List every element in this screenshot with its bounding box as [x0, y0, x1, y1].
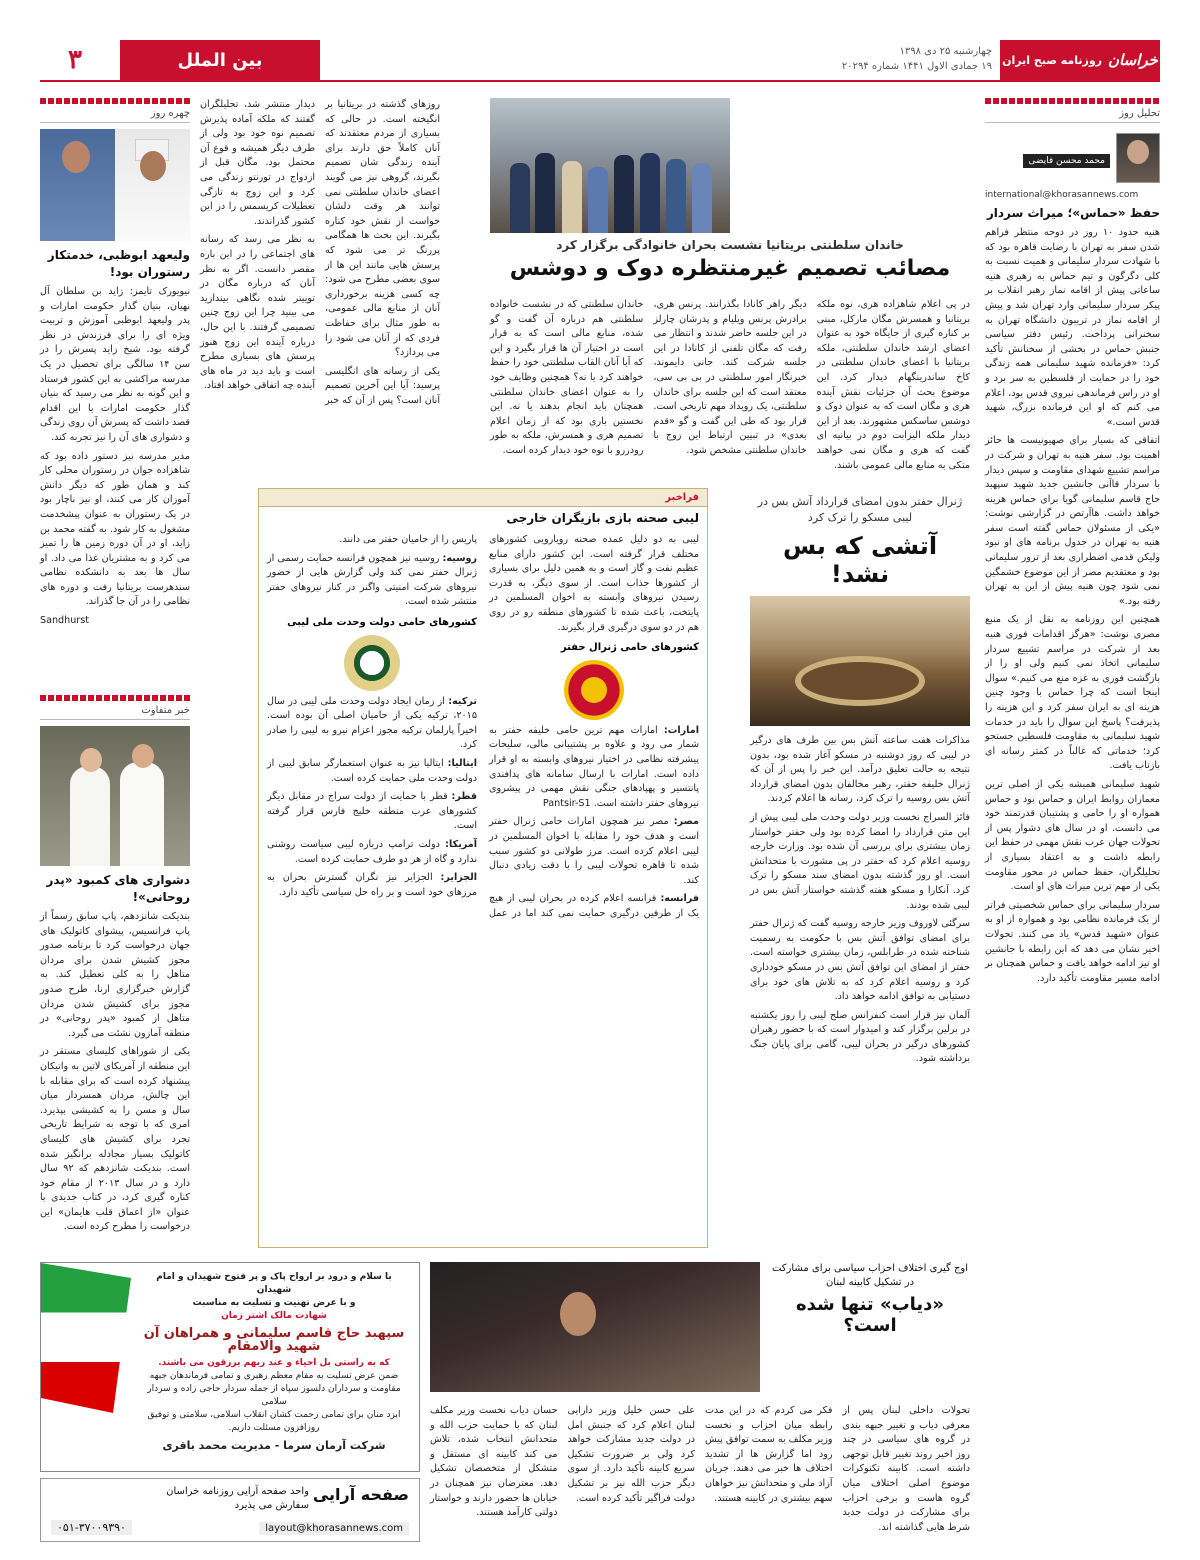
paragraph: یکی از رسانه های انگلیسی پرسید: آیا این آخرین تصمیم آنان است؟ پس از آن که خبر دیدار منتشر شد، تحلیلگران گفتند که ملکه آماده پذیرش تصمیم نوه خود بود ولی از طرف دیگر همیشه و قوع آن محتمل بود. مگان قبل از ازدواج در تورنتو زندگی می کرد و این زوج به تازگی تعطیلات کریسمس را در این کشور گذراندند.: [200, 99, 440, 406]
lead-headline: مصائب تصمیم غیرمنتظره دوک و دوشس: [509, 256, 951, 281]
analysis-title: حفظ «حماس»؛ میراث سردار: [986, 206, 1160, 220]
country-label: الجزایر:: [440, 872, 477, 884]
paragraph: روزهای گذشته در بریتانیا بر انگیخته است. در حالی که بسیاری از مردم معتقدند که آنان کاملاً حق دارند برای آینده زندگی شان تصمیم بگیرند، گروهی نیز می گویند اعضای خاندان سلطنتی نمی توانند هر وقت دلشان خواست از نقش خود کناره بگیرند. این بحث ها همگامی پررنگ تر می شود که پرسش هایی مانند این ها از سوی بعضی مطرح می شود: چه کسی هزینه برخورداری آنان از منابع مالی عمومی، به طور مثال برای حفاظت فردی که از آنان می شود را می پردازد؟: [325, 99, 440, 359]
paragraph: همچنین این روزنامه به نقل از یک منبع مصری نوشت: «هرگز اقدامات فوری هنیه بعد از شرکت در مراسم تشییع سردار سلیمانی اتخاذ نمی کنیم ولی او را از بازگشت فوری به غزه منع می کنیم.» سوال اینجا است که چرا حماس با وجود چنین هزینه ای به ایران سفر کرد و این هزینه را پذیرفت؟ پاسخ این سوال را باید در خدمات شهید سلیمانی به مقاومت فلسطین جستجو کرد؛ خدماتی که غالباً در کمتر رسانه ای بازتاب یافت.: [985, 614, 1160, 772]
libya-kicker: ژنرال حفتر بدون امضای قرارداد آتش بس در لیبی مسکو را ترک کرد: [757, 495, 963, 524]
crown-prince-title: ولیعهد ابوظبی، خدمتکار رستوران بود!: [47, 248, 190, 279]
pantsir-label: Pantsir-S1: [542, 797, 591, 809]
sandhurst-label: Sandhurst: [40, 615, 90, 627]
section-bar: [985, 98, 1160, 104]
ad-line: شهادت مالک اشتر زمان: [221, 1311, 327, 1321]
moscow-talks-photo: [750, 596, 970, 726]
priest-shortage-body: [40, 910, 191, 1233]
sidebar-title: لیبی صحنه بازی بازیگران خارجی: [506, 511, 699, 525]
ad-line: با سلام و درود بر ارواح پاک و پر فتوح شهیدان و امام شهیدان: [156, 1272, 392, 1295]
paragraph: لیبی به دو دلیل عمده صحنه رویارویی کشورهای مختلف قرار گرفته است. این کشور دارای منابع عظیم نفت و گاز است و به همین دلیل برای بسیاری از کشورها جذاب است. از سوی دیگر، به قدرت رسیدن نیروهای وابسته به اخوان المسلمین در پایتخت، باعث شده تا کشورهای منطقه رو در روی هم در دو سوی درگیری قرار بگیرند.: [489, 534, 699, 633]
royal-family-photo: [490, 98, 730, 233]
paragraph: آلمان نیز قرار است کنفرانس صلح لیبی را روز یکشنبه در برلین برگزار کند و امیدوار است که با حضور رهبران کشورهای درگیر در بحران لیبی، گامی برای پایان جنگ برداشته شود.: [750, 1009, 970, 1065]
paragraph: روسیه نیز همچون فرانسه حمایت رسمی از ژنرال حفتر نمی کند ولی گزارش هایی از حضور نیروهای شرکت امنیتی واگنر در کنار نیروهای حفتر منتشر شده است.: [267, 552, 477, 608]
paragraph: مدیر مدرسه نیز دستور داده بود که شاهزاده جوان در رستوران محلی کار کند و همان طور که دیگر دانش آموزان کار می کنند، او نیز ناچار بود در یک رستوران به عنوان پیشخدمت مشغول به کار شود. به گفته محمد بن زاید، او در آن دوره زمین ها را تمیز می کرد و به مشتریان غذا می داد. او سال ها بعد به دانشکده نظامی سندهرست بریتانیا رفت و دوره های نظامی را در آن جا گذراند.: [40, 450, 190, 608]
libya-story: [750, 488, 970, 1248]
country-label: مصر:: [673, 816, 699, 828]
face-of-day-label: چهره روز: [40, 108, 190, 123]
paragraph: قطر با حمایت از دولت سراج در مقابل دیگر کشورهای عرب منطقه خلیج فارس قرار گرفته است.: [267, 791, 477, 832]
paragraph: اتفاقی که بسیار برای صهیونیست ها حائز اهمیت بود. سفر هنیه به تهران و شرکت در مراسم تشییع شهدای مقاومت و سپس دیدار با سردار قاآنی جانشین جدید شهید سپهبد حاج قاسم سلیمانی گویا برای حماس هزینه خواهد داشت. هاآرتص در گزارشی نوشت: «یکی از مسئولان حماس گفته است سفر هنیه به تهران در جدول برنامه های او نبود ولیکن قدمی اضطراری بعد از ترور سلیمانی بود و معتقدیم مصر از این موضوع خشمگین نمی شود چون هنیه پیش از این به تهران رفته بود.»: [985, 435, 1160, 607]
paragraph: یکی از شوراهای کلیسای مستقر در این منطقه از آمریکای لاتین به واتیکان پیشنهاد کرده است که برای مقابله با این چالش، مردان همسردار میان سال و مسن را به کشیشی بپذیرد. امری که با توجه به شرایط تاریخی تجرد برای کشیش های کلیسای کاتولیک بسیار مجادله برانگیز شده است. بندیکت شانزدهم که ۹۲ سال دارد و در سال ۲۰۱۳ از مقام خود کناره گیری کرد، در کتاب جدیدی با عنوان «از اعماق قلب هایمان» این درخواست را مطرح کرده است.: [40, 1046, 191, 1233]
iran-flag-icon: [41, 1263, 131, 1413]
country-label: ایتالیا:: [447, 757, 477, 769]
popes-photo: [40, 726, 190, 866]
issue-date: [842, 44, 992, 74]
diab-photo: [430, 1262, 760, 1392]
subheading: کشورهای حامی ژنرال حفتر: [560, 642, 699, 654]
priest-shortage-title: دشواری های کمبود «پدر روحانی»!: [46, 873, 190, 904]
paragraph: خاندان سلطنتی که در نشست خانواده سلطنتی هم درباره آن گفت و گو شده، منابع مالی است که به قرار است در اختیار آن ها قرار بگیرد و این که آیا آنان القاب سلطنتی خود را حفظ خواهند کرد یا نه؟ همچنین وظایف خود را به عنوان اعضای خاندان سلطنتی همچنان باید انجام بدهند یا نه. این نخستین باری بود که از زمان اعلام تصمیم هری و همسرش، ملکه به طور رودررو با نوه خود دیدار کرده است.: [490, 299, 644, 456]
paragraph: فرانسه اعلام کرده در بحران لیبی از هیچ یک از طرفین درگیری حمایت نمی کند اما در عمل پاریس را از حامیان حفتر می دانند.: [339, 534, 699, 919]
paragraph: مذاکرات هفت ساعته آتش بس بین طرف های درگیر در لیبی که روز دوشنبه در مسکو آغاز شده بود، بدون نتیجه به حالت تعلیق درآمد. این خبر را پس از آن که ژنرال خلیفه حفتر، رهبر مخالفان بدون امضای قرارداد آتش بس روسیه را ترک کرد، رسانه ها اعلام کردند.: [750, 735, 970, 805]
lebanon-headline: «دیاب» تنها شده است؟: [795, 1294, 945, 1336]
lead-body: [490, 298, 970, 488]
ad-line: و با عرض تهنیت و تسلیت به مناسبت: [192, 1298, 356, 1308]
paragraph: ایتالیا نیز به عنوان استعمارگر سابق لیبی از دولت وحدت ملی حمایت کرده است.: [267, 757, 477, 784]
ad-company: شرکت آرمان سرما - مدیریت محمد باقری: [162, 1439, 386, 1452]
country-label: امارات:: [663, 724, 699, 736]
libya-headline: آتشی که بس نشد!: [782, 532, 938, 588]
country-label: ترکیه:: [448, 695, 477, 707]
ad-line: ایزد منان برای تمامی زحمت کشان انقلاب اسلامی، سلامتی و توفیق روزافزون مسئلت داریم.: [147, 1410, 401, 1433]
paragraph: تحولات داخلی لبنان پس از معرفی دیاب و تغییر جبهه بندی در گروه های سیاسی در چند روز اخیر روند تغییر قابل توجهی داشته است. کابینه تکنوکرات موضوع اصلی اختلاف میان گروه هاست و برخی احزاب برای مشارکت در دولت جدید شرط هایی گذاشته اند.: [842, 1405, 970, 1533]
paragraph: علی حسن خلیل وزیر دارایی لبنان اعلام کرد که جنبش امل در دولت جدید مشارکت خواهد کرد ولی بر ضرورت تشکیل سریع کابینه تأکید دارد. از سوی دیگر حزب الله نیز بر تشکیل دولت فراگیر تأکید کرده است.: [567, 1405, 695, 1504]
layout-sub-line: سفارش می پذیرد: [234, 1500, 309, 1511]
analysis-body: [985, 226, 1160, 1416]
country-label: قطر:: [451, 791, 477, 803]
layout-subtitle: [166, 1485, 309, 1513]
libya-sidebar: [258, 488, 708, 1248]
libya-body: [750, 734, 970, 1234]
paragraph: مصر نیز همچون امارات حامی ژنرال حفتر است و هدف خود را مقابله با اخوان المسلمین در لیبی اعلام کرده است. مرز طولانی دو کشور سبب شده تا قاهره تحولات لیبی را با دقت زیادی دنبال کند.: [489, 816, 699, 886]
odd-news-label: خبر متفاوت: [40, 705, 190, 720]
paragraph: در پی اعلام شاهزاده هری، نوه ملکه بریتانیا و همسرش مگان مارکل، مبنی بر کناره گیری از جایگاه خود به عنوان اعضای ارشد خاندان سلطنتی، ملکه بریتانیا با اعضای خاندان سلطنتی در کاخ ساندرینگهام دیدار کرد. این موضوع بحث آن جزئیات نقش آینده هری و مگان است که به عنوان دوک و دوشس ساسکس مشهورند. بعد از این دیدار ملکه الیزابت دوم در بیانیه ای گفت که هری و مگان نمی خواهند متکی به منابع مالی عمومی باشند.: [816, 299, 970, 471]
lead-kicker: خاندان سلطنتی بریتانیا نشست بحران خانوادگی برگزار کرد: [556, 238, 904, 252]
masthead: [40, 40, 1160, 82]
lead-continued-body: [200, 98, 440, 478]
left-column: [40, 98, 191, 1233]
crown-prince-photo: [40, 129, 190, 241]
sidebar-body: [267, 533, 699, 1241]
paragraph: نیویورک تایمز: زاید بن سلطان آل نهیان، بنیان گذار حکومت امارات و پدر ولیعهد ابوظبی آموزش و تربیت ویژه ای را برای فرزندش در نظر گرفته بود. شیخ زاید پسرش را در سن ۱۴ سالگی برای تحصیل در یک مدرسه مراکشی به این کشور فرستاد و این گونه به نظر می رسید که بنیان گذار حکومت امارات با این اقدام قصد داشت که پسرش آن روی زندگی و دشواری های آن را نیز تجربه کند.: [40, 286, 190, 443]
brand-logo: [1000, 40, 1160, 80]
section-bar: [40, 98, 190, 104]
section-bar: [40, 695, 190, 701]
sidebar-header: فراخبر: [259, 489, 707, 507]
country-label: آمریکا:: [445, 838, 477, 850]
layout-service-ad: [40, 1478, 420, 1542]
analysis-section-label: تحلیل روز: [985, 108, 1160, 123]
layout-sub-line: واحد صفحه آرایی روزنامه خراسان: [166, 1486, 309, 1497]
ad-line: که به راستی بل احیاء و عند ربهم یرزقون می باشند.: [158, 1358, 390, 1368]
crown-prince-body: [40, 285, 190, 685]
paragraph: شهید سلیمانی همیشه یکی از اصلی ترین معماران روابط ایران و حماس بود و حماس همواره او را حامی و پشتیبان قدرتمند خود می دانست. او در سال های دشوار پس از تحولات جهان عرب نقش مهمی در حفظ این رابطه داشت و به اعتقاد بسیاری از تحلیلگران، حفظ حماس در محور مقاومت یکی از مهم ترین میراث های او است.: [985, 778, 1160, 893]
paragraph: الجزایر نیز نگران گسترش بحران به مرزهای خود است و بر راه حل سیاسی تأکید دارد.: [267, 872, 477, 898]
condolence-ad: [40, 1262, 420, 1472]
lebanon-kicker: اوج گیری اختلاف احزاب سیاسی برای مشارکت در تشکیل کابینه لبنان: [771, 1263, 969, 1288]
ad-text: [139, 1271, 409, 1452]
paragraph: دیگر راهر کانادا بگذرانند. پرنس هری، برادرش پرنس ویلیام و پدرشان چارلز در این جلسه حاضر شدند و انتظار می رفت که مگان تلفنی از کانادا در این جلسه شرکت کند. جانی دایموند، خبرنگار امور سلطنتی در بی بی سی، معتقد است که این جلسه برای خاندان سلطنتی، یک رویداد مهم تاریخی است. قرار بود که طی این گفت و گو «قدم بعدی» در تبیین ارتباط این زوج با خاندان سلطنتی مشخص شود.: [653, 299, 807, 456]
paragraph: به نظر می رسد که رسانه های اجتماعی را در این باره مقصر دانست. اگر به نظر آنان که درباره مگان در توییتر شده نگاهی بیندازید می بینید چرا این زوج چنین تصمیمی گرفتند. با این حال، درباره آینده این زوج هنوز پرسش های بسیاری مطرح است و باید دید در ماه های آینده چه اتفاقی خواهد افتاد.: [200, 234, 315, 392]
subheading: کشورهای حامی دولت وحدت ملی لیبی: [287, 616, 477, 628]
paragraph: امارات مهم ترین حامی خلیفه حفتر به شمار می رود و علاوه بر پشتیبانی مالی، سلیحات پیشرفته نظامی در اختیار نیروهای وابسته به او قرار داده است. امارات با ارسال سامانه های پدافندی پانتسیر و پهپادهای جنگی نقش مهمی در پیشروی نیروهای حفتر داشته است.: [489, 724, 699, 809]
paragraph: سردار سلیمانی برای حماس شخصیتی فراتر از یک فرمانده نظامی بود و همواره از او به عنوان «شهید قدس» یاد می کنند. تحولات اخیر نشان می دهد که این رابطه با جانشین او نیز ادامه خواهد یافت و حماس همچنان بر ادامه مسیر مقاومت تأکید دارد.: [985, 899, 1160, 984]
author-email[interactable]: international@khorasannews.com: [985, 190, 1139, 200]
layout-phone[interactable]: ۰۵۱-۳۷۰۰۹۳۹۰: [51, 1520, 132, 1535]
paragraph: حسان دیاب نخست وزیر مکلف لبنان که با حمایت حزب الله و متحدانش انتخاب شده، تلاش می کند کابینه ای مستقل و متشکل از متخصصان تشکیل دهد. معترضان نیز همچنان در خیابان ها حضور دارند و خواستار دولتی کارآمد هستند.: [430, 1405, 558, 1519]
country-label: روسیه:: [442, 552, 477, 564]
paragraph: دولت ترامپ درباره لیبی سیاست روشنی ندارد و گاه از هر دو طرف حمایت کرده است.: [267, 838, 477, 865]
paragraph: فائز السراج نخست وزیر دولت وحدت ملی لیبی پیش از این متن قرارداد را امضا کرده بود ولی حفتر خواستار زمان بیشتری برای بررسی آن شده بود. وزارت خارجه روسیه اعلام کرد که حفتر در پی مشورت با متحدانش است. او روز گذشته بدون امضای سند مسکو را ترک کرد. آنکارا و مسکو هفته گذشته خواستار آتش بس در لیبی شده بودند.: [750, 811, 970, 911]
page-number: ۳: [68, 45, 82, 75]
lead-story-continued: [200, 98, 440, 478]
lebanon-body: [430, 1404, 970, 1544]
author-name: محمد محسن فایضی: [1023, 154, 1110, 168]
paragraph: سرگئی لاوروف وزیر خارجه روسیه گفت که ژنرال حفتر برای امضای توافق آتش بس با حکومت به رسمیت شناخته شده در طرابلس، زمان بیشتری خواسته است. حفتر از امضای این توافق آتش بس در مسکو خودداری کرد و روسیه اعلام کرد که به تلاش های خود برای دستیابی به توافق ادامه خواهد داد.: [750, 918, 970, 1003]
lebanon-story: [430, 1262, 970, 1547]
country-label: فرانسه:: [660, 893, 699, 905]
author-photo: [1116, 133, 1160, 183]
layout-email[interactable]: layout@khorasannews.com: [259, 1522, 409, 1535]
haftar-emblem-icon: [564, 660, 624, 720]
paragraph: از زمان ایجاد دولت وحدت ملی لیبی در سال ۲۰۱۵، ترکیه یکی از حامیان اصلی آن بوده است. اخیراً پارلمان ترکیه مجوز اعزام نیرو به لیبی را صادر کرد.: [267, 695, 477, 751]
paragraph: بندیکت شانزدهم، پاپ سابق رسماً از پاپ فرانسیس، پیشوای کاتولیک های جهان درخواست کرد تا برنامه صدور مجوز کشیش شدن برای مردان متاهل را به کلی تعطیل کند. به گزارش خبرگزاری ارنا، طرح صدور مجوز برای کشیش شدن مردان متاهل از کمبود «پدر روحانی» در منطقه آمازون نشئت می گیرد.: [40, 911, 190, 1039]
author-row: [985, 129, 1160, 187]
date-line: چهارشنبه ۲۵ دی ۱۳۹۸: [899, 46, 992, 57]
issue-number: ۱۹ جمادی الاول ۱۴۴۱ شماره ۲۰۲۹۴: [841, 61, 992, 72]
gna-emblem-icon: [344, 635, 400, 691]
brand-name: خراسان: [1108, 51, 1158, 69]
analysis-column: [985, 98, 1160, 1538]
ad-line: ضمن عرض تسلیت به مقام معظم رهبری و تمامی فرماندهان جبهه مقاومت و سرداران دلسوز سپاه از جمله سردار حاجی زاده و سردار سلامی: [147, 1371, 401, 1407]
lead-story: [490, 98, 970, 498]
paragraph: فکر می کردم که در این مدت رابطه میان احزاب و نخست وزیر مکلف به سمت توافق پیش رود اما گزارش ها از تشدید اختلاف ها خبر می دهند. جریان آزاد ملی و متحدانش نیز خواهان سهم بیشتری در کابینه هستند.: [704, 1405, 833, 1504]
layout-title: صفحه آرایی: [312, 1485, 409, 1504]
brand-subtitle: روزنامه صبح ایران: [1002, 53, 1102, 67]
paragraph: هنیه حدود ۱۰ روز در دوحه منتظر فراهم شدن سفر به تهران با رضایت قاهره بود که با شهادت سردار سلیمانی و همیت نسبت به کلی دگرگون و تیم حماس به رهبری هنیه ساعاتی پیش از اقامه نماز رهبر انقلاب بر پیکر سردار سلیمانی وارد تهران شد و پیش از اقامه نماز در تریبون دانشگاه تهران به سخنرانی پرداخت. رئیس دفتر سیاسی جنبش حماس در بخشی از سخنانش تأکید کرد: «فرمانده شهید سلیمانی همه زندگی خود را در حمایت از فلسطین به سر برد و او در راس فرماندهی نیروی قدس بود، اعلام می کنم که او این فرمانده بزرگ، شهید قدس است.»: [985, 227, 1160, 428]
ad-headline: سپهبد حاج قاسم سلیمانی و همراهان آن شهید والامقام: [143, 1326, 405, 1354]
section-title: بین الملل: [120, 40, 320, 80]
